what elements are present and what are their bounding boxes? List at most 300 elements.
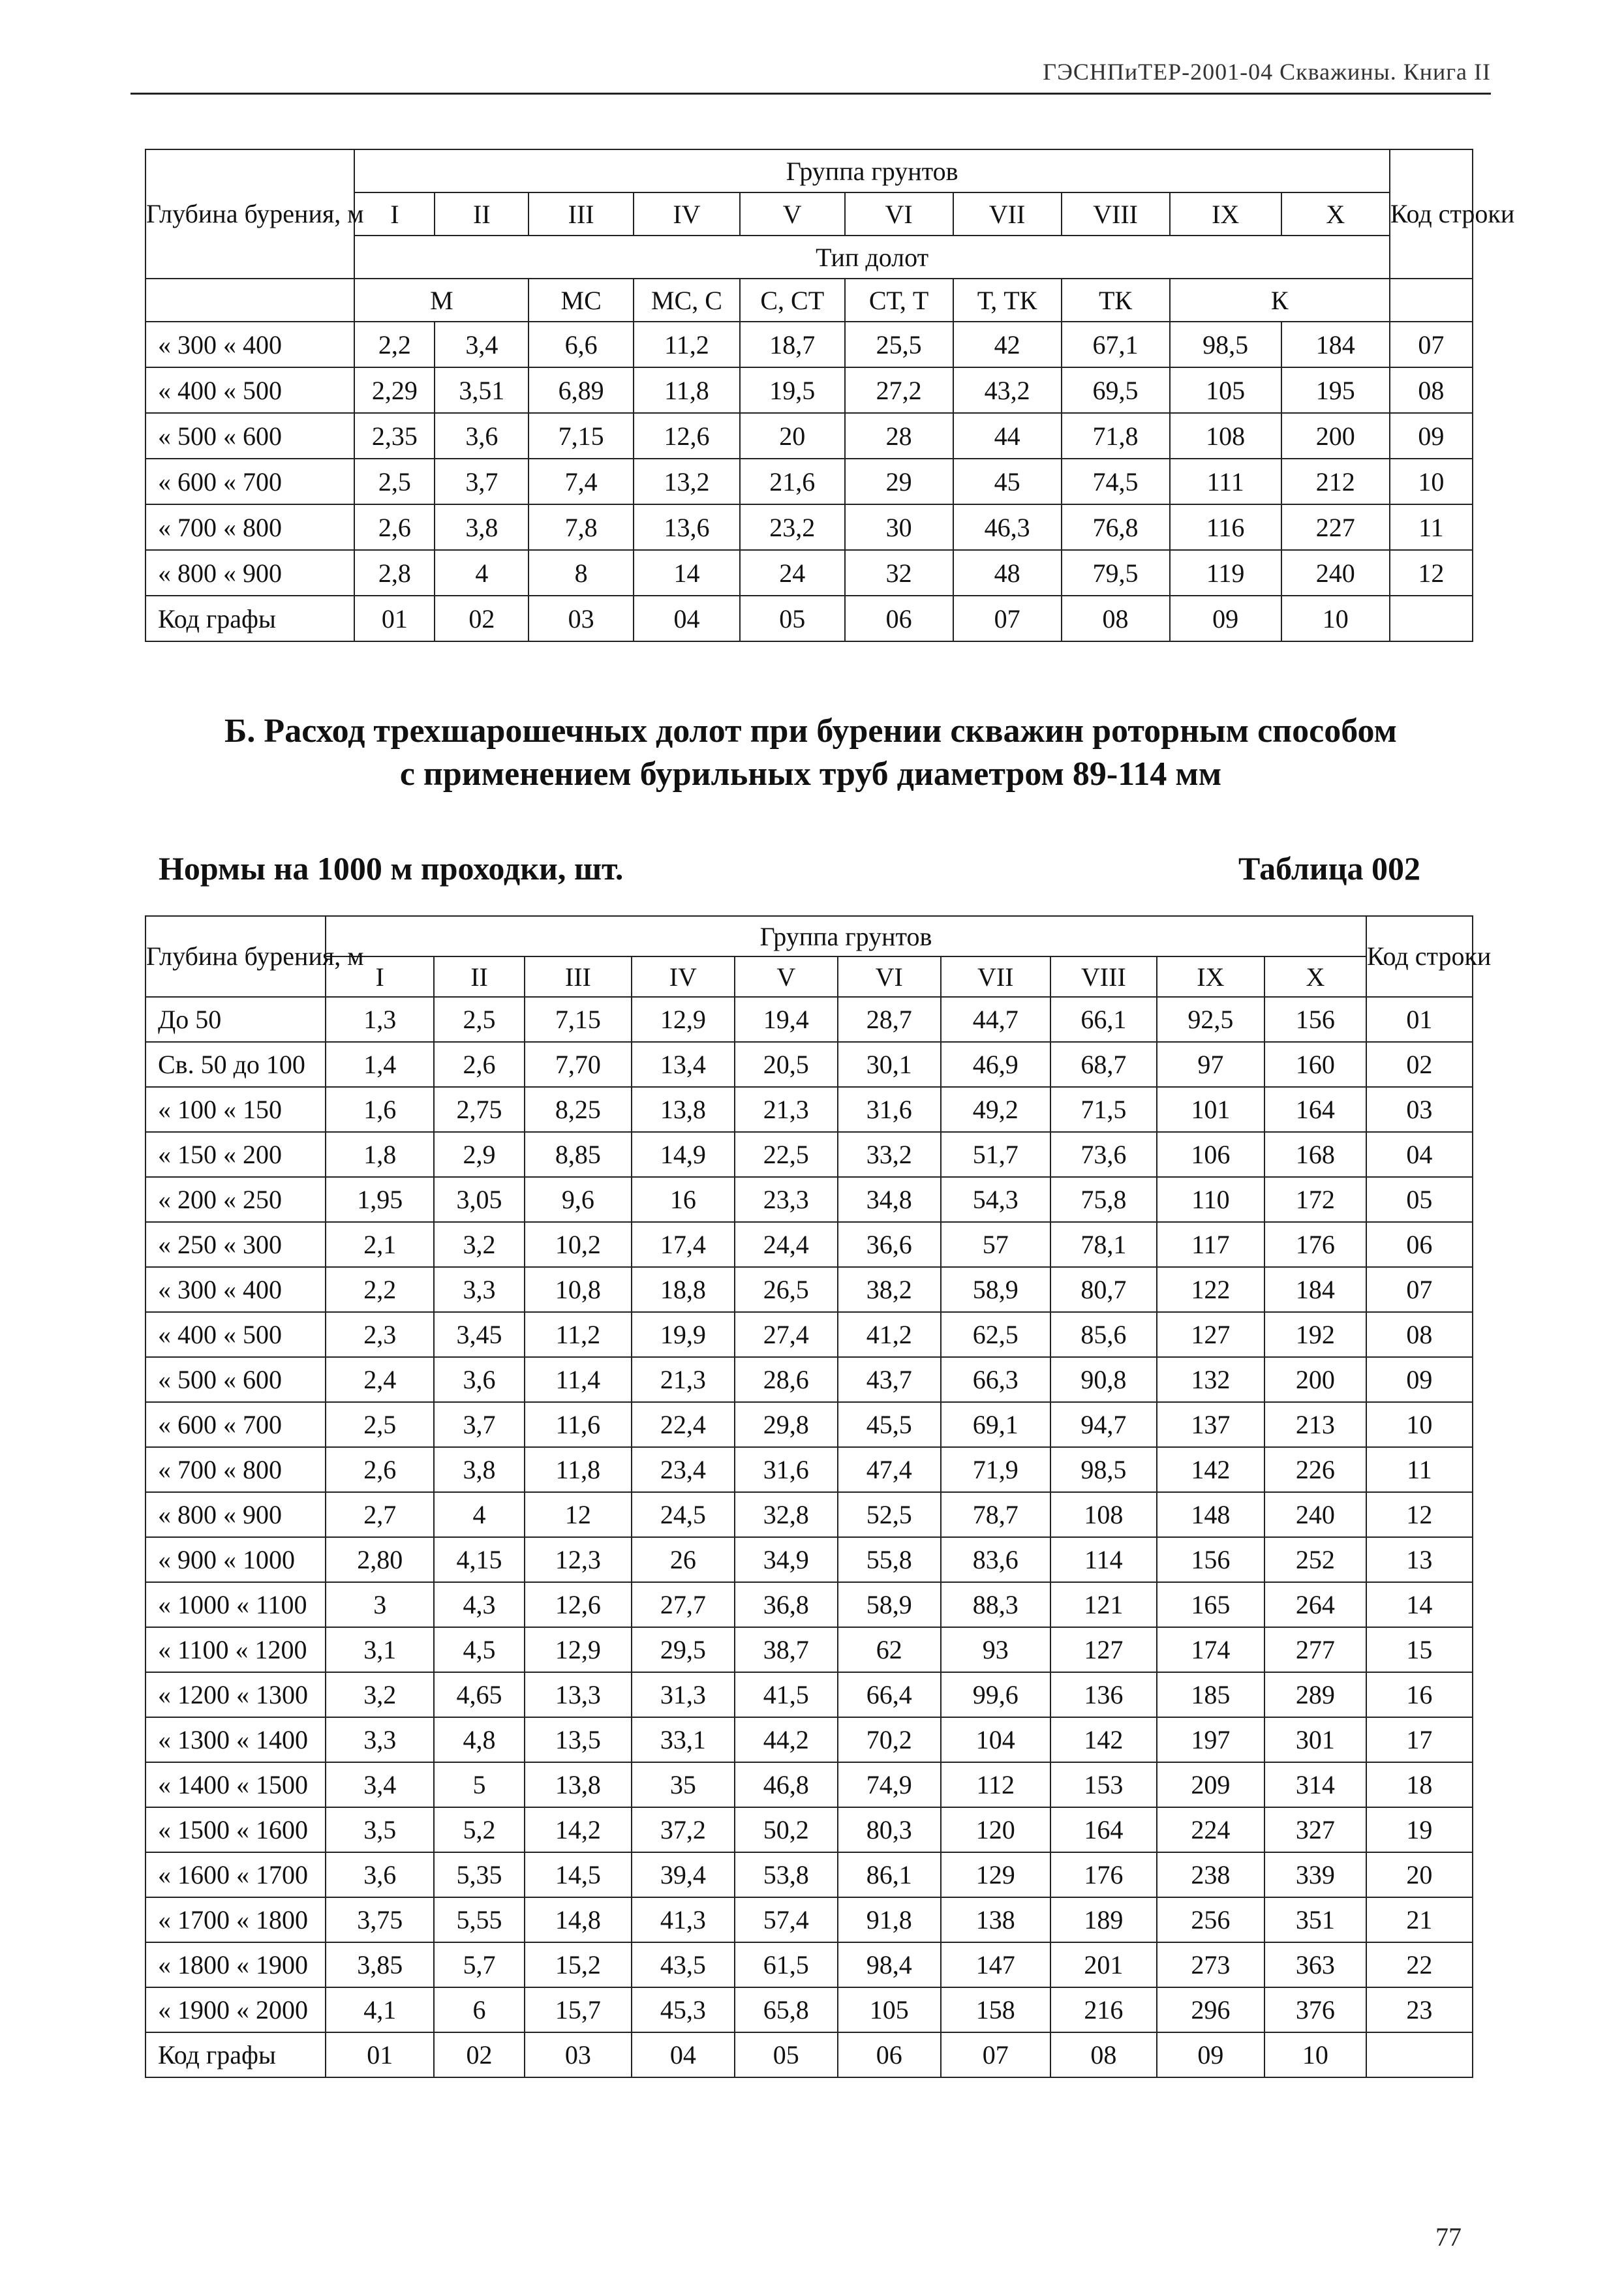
value-cell: 11,6	[525, 1402, 632, 1447]
value-cell: 108	[1050, 1492, 1157, 1537]
table2-header-row	[146, 916, 1473, 956]
table2-code-header: Код строки	[1366, 916, 1473, 997]
value-cell: 29,5	[632, 1627, 735, 1672]
table-row	[146, 1402, 1473, 1447]
depth-cell: « 200 « 250	[146, 1177, 326, 1222]
value-cell: 105	[838, 1987, 941, 2032]
value-cell: 33,2	[838, 1132, 941, 1177]
column-code-empty	[1390, 596, 1473, 641]
value-cell: 104	[941, 1717, 1050, 1762]
value-cell: 22,4	[632, 1402, 735, 1447]
value-cell: 110	[1157, 1177, 1264, 1222]
value-cell: 195	[1281, 367, 1390, 413]
value-cell: 75,8	[1050, 1177, 1157, 1222]
value-cell: 227	[1281, 504, 1390, 550]
value-cell: 30	[845, 504, 953, 550]
table-row	[146, 413, 1473, 459]
column-code-label: Код графы	[146, 596, 354, 641]
depth-cell: « 1600 « 1700	[146, 1852, 326, 1897]
value-cell: 3,1	[326, 1627, 434, 1672]
row-code-cell: 15	[1366, 1627, 1473, 1672]
value-cell: 25,5	[845, 322, 953, 367]
value-cell: 29	[845, 459, 953, 504]
table-row	[146, 1357, 1473, 1402]
depth-cell: « 300 « 400	[146, 1267, 326, 1312]
value-cell: 189	[1050, 1897, 1157, 1942]
value-cell: 4,3	[434, 1582, 525, 1627]
table-number-label: Таблица 002	[1238, 850, 1420, 887]
value-cell: 2,1	[326, 1222, 434, 1267]
value-cell: 45,3	[632, 1987, 735, 2032]
table1-group-cell: X	[1281, 192, 1390, 236]
value-cell: 86,1	[838, 1852, 941, 1897]
table1-group-header: Группа грунтов	[354, 149, 1389, 192]
table-row	[146, 1177, 1473, 1222]
value-cell: 13,2	[634, 459, 740, 504]
column-code-cell: 07	[941, 2032, 1050, 2077]
table-row	[146, 1267, 1473, 1312]
value-cell: 58,9	[941, 1267, 1050, 1312]
value-cell: 46,9	[941, 1042, 1050, 1087]
value-cell: 42	[953, 322, 1062, 367]
value-cell: 264	[1264, 1582, 1366, 1627]
value-cell: 1,4	[326, 1042, 434, 1087]
table-row	[146, 1987, 1473, 2032]
value-cell: 2,35	[354, 413, 435, 459]
value-cell: 212	[1281, 459, 1390, 504]
value-cell: 127	[1157, 1312, 1264, 1357]
value-cell: 15,2	[525, 1942, 632, 1987]
table1-group-cell: IX	[1170, 192, 1281, 236]
table-row	[146, 1942, 1473, 1987]
table1-group-cell: IV	[634, 192, 740, 236]
table1-code-header: Код строки	[1390, 149, 1473, 279]
value-cell: 132	[1157, 1357, 1264, 1402]
value-cell: 7,15	[529, 413, 634, 459]
value-cell: 147	[941, 1942, 1050, 1987]
value-cell: 3,4	[326, 1762, 434, 1807]
table1-bit-type-cell: СТ, Т	[845, 279, 953, 322]
value-cell: 339	[1264, 1852, 1366, 1897]
value-cell: 153	[1050, 1762, 1157, 1807]
value-cell: 19,9	[632, 1312, 735, 1357]
value-cell: 26	[632, 1537, 735, 1582]
row-code-cell: 11	[1366, 1447, 1473, 1492]
value-cell: 12,6	[525, 1582, 632, 1627]
value-cell: 2,7	[326, 1492, 434, 1537]
value-cell: 8,25	[525, 1087, 632, 1132]
value-cell: 117	[1157, 1222, 1264, 1267]
value-cell: 137	[1157, 1402, 1264, 1447]
value-cell: 13,5	[525, 1717, 632, 1762]
section-b-title	[130, 710, 1491, 796]
value-cell: 351	[1264, 1897, 1366, 1942]
value-cell: 45,5	[838, 1402, 941, 1447]
running-header-title: ГЭСНПиТЕР-2001-04 Скважины. Книга II	[1043, 59, 1491, 85]
column-code-cell: 07	[953, 596, 1062, 641]
value-cell: 31,6	[735, 1447, 838, 1492]
value-cell: 165	[1157, 1582, 1264, 1627]
value-cell: 201	[1050, 1942, 1157, 1987]
value-cell: 23,2	[740, 504, 845, 550]
table1-depth-header: Глубина бурения, м	[146, 149, 354, 279]
value-cell: 70,2	[838, 1717, 941, 1762]
value-cell: 66,1	[1050, 997, 1157, 1042]
value-cell: 14,2	[525, 1807, 632, 1852]
value-cell: 138	[941, 1897, 1050, 1942]
value-cell: 24,4	[735, 1222, 838, 1267]
value-cell: 58,9	[838, 1582, 941, 1627]
table-row	[146, 550, 1473, 596]
value-cell: 28,7	[838, 997, 941, 1042]
value-cell: 121	[1050, 1582, 1157, 1627]
value-cell: 142	[1050, 1717, 1157, 1762]
value-cell: 27,7	[632, 1582, 735, 1627]
table1-bit-type-cell: М	[354, 279, 529, 322]
table1-bit-type-code-empty	[1390, 279, 1473, 322]
value-cell: 80,7	[1050, 1267, 1157, 1312]
value-cell: 38,7	[735, 1627, 838, 1672]
value-cell: 71,5	[1050, 1087, 1157, 1132]
table-row	[146, 504, 1473, 550]
value-cell: 73,6	[1050, 1132, 1157, 1177]
value-cell: 114	[1050, 1537, 1157, 1582]
column-code-cell: 05	[740, 596, 845, 641]
table-002	[145, 915, 1492, 2078]
value-cell: 277	[1264, 1627, 1366, 1672]
value-cell: 142	[1157, 1447, 1264, 1492]
value-cell: 200	[1281, 413, 1390, 459]
value-cell: 3,05	[434, 1177, 525, 1222]
value-cell: 2,5	[434, 997, 525, 1042]
value-cell: 2,6	[434, 1042, 525, 1087]
value-cell: 4,5	[434, 1627, 525, 1672]
value-cell: 11,8	[525, 1447, 632, 1492]
value-cell: 3,4	[435, 322, 529, 367]
value-cell: 216	[1050, 1987, 1157, 2032]
table1-group-cell: II	[435, 192, 529, 236]
table2-group-cell: III	[525, 956, 632, 997]
value-cell: 5	[434, 1762, 525, 1807]
row-code-cell: 01	[1366, 997, 1473, 1042]
row-code-cell: 12	[1366, 1492, 1473, 1537]
value-cell: 43,2	[953, 367, 1062, 413]
column-code-cell: 10	[1281, 596, 1390, 641]
value-cell: 57,4	[735, 1897, 838, 1942]
value-cell: 116	[1170, 504, 1281, 550]
value-cell: 3,6	[435, 413, 529, 459]
column-code-cell: 02	[435, 596, 529, 641]
value-cell: 3,3	[326, 1717, 434, 1762]
value-cell: 176	[1050, 1852, 1157, 1897]
value-cell: 184	[1281, 322, 1390, 367]
depth-cell: « 1000 « 1100	[146, 1582, 326, 1627]
value-cell: 78,1	[1050, 1222, 1157, 1267]
value-cell: 327	[1264, 1807, 1366, 1852]
value-cell: 12,6	[634, 413, 740, 459]
value-cell: 17,4	[632, 1222, 735, 1267]
column-code-cell: 05	[735, 2032, 838, 2077]
column-code-cell: 09	[1170, 596, 1281, 641]
column-code-cell: 09	[1157, 2032, 1264, 2077]
value-cell: 13,3	[525, 1672, 632, 1717]
table-row	[146, 322, 1473, 367]
depth-cell: До 50	[146, 997, 326, 1042]
depth-cell: « 1400 « 1500	[146, 1762, 326, 1807]
value-cell: 13,4	[632, 1042, 735, 1087]
table-row	[146, 1852, 1473, 1897]
table2-header	[146, 916, 1492, 997]
value-cell: 168	[1264, 1132, 1366, 1177]
depth-cell: « 500 « 600	[146, 1357, 326, 1402]
value-cell: 296	[1157, 1987, 1264, 2032]
table2-group-cell: IV	[632, 956, 735, 997]
value-cell: 160	[1264, 1042, 1366, 1087]
value-cell: 48	[953, 550, 1062, 596]
value-cell: 3,5	[326, 1807, 434, 1852]
table-row	[146, 1447, 1473, 1492]
value-cell: 69,1	[941, 1402, 1050, 1447]
table-row	[146, 1672, 1473, 1717]
table-row	[146, 1222, 1473, 1267]
value-cell: 19,5	[740, 367, 845, 413]
table2-group-cell: VI	[838, 956, 941, 997]
value-cell: 301	[1264, 1717, 1366, 1762]
row-code-cell: 22	[1366, 1942, 1473, 1987]
value-cell: 156	[1157, 1537, 1264, 1582]
value-cell: 11,2	[634, 322, 740, 367]
row-code-cell: 05	[1366, 1177, 1473, 1222]
value-cell: 71,8	[1062, 413, 1170, 459]
value-cell: 11,8	[634, 367, 740, 413]
depth-cell: « 300 « 400	[146, 322, 354, 367]
row-code-cell: 09	[1390, 413, 1473, 459]
value-cell: 108	[1170, 413, 1281, 459]
value-cell: 71,9	[941, 1447, 1050, 1492]
table-row	[146, 1717, 1473, 1762]
section-b-title-line2: с применением бурильных труб диаметром 89-114 мм	[399, 756, 1222, 793]
value-cell: 49,2	[941, 1087, 1050, 1132]
value-cell: 20	[740, 413, 845, 459]
value-cell: 2,6	[354, 504, 435, 550]
value-cell: 209	[1157, 1762, 1264, 1807]
value-cell: 43,5	[632, 1942, 735, 1987]
row-code-cell: 21	[1366, 1897, 1473, 1942]
row-code-cell: 13	[1366, 1537, 1473, 1582]
value-cell: 54,3	[941, 1177, 1050, 1222]
column-code-cell: 01	[354, 596, 435, 641]
value-cell: 192	[1264, 1312, 1366, 1357]
value-cell: 69,5	[1062, 367, 1170, 413]
row-code-cell: 20	[1366, 1852, 1473, 1897]
value-cell: 2,8	[354, 550, 435, 596]
column-code-cell: 06	[845, 596, 953, 641]
value-cell: 41,5	[735, 1672, 838, 1717]
value-cell: 2,5	[326, 1402, 434, 1447]
column-code-cell: 10	[1264, 2032, 1366, 2077]
column-code-cell: 02	[434, 2032, 525, 2077]
value-cell: 65,8	[735, 1987, 838, 2032]
table2-depth-header: Глубина бурения, м	[146, 916, 326, 997]
value-cell: 98,5	[1050, 1447, 1157, 1492]
depth-cell: « 900 « 1000	[146, 1537, 326, 1582]
value-cell: 2,2	[354, 322, 435, 367]
value-cell: 4,8	[434, 1717, 525, 1762]
value-cell: 37,2	[632, 1807, 735, 1852]
value-cell: 30,1	[838, 1042, 941, 1087]
column-code-cell: 04	[632, 2032, 735, 2077]
table1-body	[146, 149, 1515, 322]
depth-cell: « 700 « 800	[146, 504, 354, 550]
value-cell: 10,8	[525, 1267, 632, 1312]
depth-cell: Св. 50 до 100	[146, 1042, 326, 1087]
depth-cell: « 250 « 300	[146, 1222, 326, 1267]
value-cell: 29,8	[735, 1402, 838, 1447]
value-cell: 105	[1170, 367, 1281, 413]
value-cell: 14	[634, 550, 740, 596]
value-cell: 21,3	[632, 1357, 735, 1402]
row-code-cell: 18	[1366, 1762, 1473, 1807]
table1-bit-type-cell: МС, С	[634, 279, 740, 322]
table2-group-cell: VIII	[1050, 956, 1157, 997]
table1-bit-type-cell: Т, ТК	[953, 279, 1062, 322]
value-cell: 8,85	[525, 1132, 632, 1177]
value-cell: 252	[1264, 1537, 1366, 1582]
value-cell: 20,5	[735, 1042, 838, 1087]
value-cell: 2,2	[326, 1267, 434, 1312]
value-cell: 66,3	[941, 1357, 1050, 1402]
value-cell: 44,7	[941, 997, 1050, 1042]
value-cell: 50,2	[735, 1807, 838, 1852]
depth-cell: « 1200 « 1300	[146, 1672, 326, 1717]
value-cell: 122	[1157, 1267, 1264, 1312]
value-cell: 88,3	[941, 1582, 1050, 1627]
value-cell: 5,55	[434, 1897, 525, 1942]
table-row	[146, 1537, 1473, 1582]
value-cell: 12,3	[525, 1537, 632, 1582]
value-cell: 99,6	[941, 1672, 1050, 1717]
value-cell: 92,5	[1157, 997, 1264, 1042]
value-cell: 38,2	[838, 1267, 941, 1312]
value-cell: 46,8	[735, 1762, 838, 1807]
value-cell: 12,9	[525, 1627, 632, 1672]
depth-cell: « 700 « 800	[146, 1447, 326, 1492]
value-cell: 27,4	[735, 1312, 838, 1357]
value-cell: 7,15	[525, 997, 632, 1042]
running-header	[130, 51, 1491, 95]
value-cell: 44	[953, 413, 1062, 459]
value-cell: 3,45	[434, 1312, 525, 1357]
table2-group-cell: X	[1264, 956, 1366, 997]
row-code-cell: 03	[1366, 1087, 1473, 1132]
value-cell: 3,3	[434, 1267, 525, 1312]
value-cell: 35	[632, 1762, 735, 1807]
row-code-cell: 09	[1366, 1357, 1473, 1402]
value-cell: 52,5	[838, 1492, 941, 1537]
value-cell: 256	[1157, 1897, 1264, 1942]
value-cell: 174	[1157, 1627, 1264, 1672]
table1-bit-type-header: Тип долот	[354, 236, 1389, 279]
value-cell: 112	[941, 1762, 1050, 1807]
value-cell: 111	[1170, 459, 1281, 504]
value-cell: 47,4	[838, 1447, 941, 1492]
value-cell: 46,3	[953, 504, 1062, 550]
value-cell: 1,8	[326, 1132, 434, 1177]
value-cell: 14,9	[632, 1132, 735, 1177]
value-cell: 21,3	[735, 1087, 838, 1132]
value-cell: 120	[941, 1807, 1050, 1852]
table1-group-cell: VI	[845, 192, 953, 236]
depth-cell: « 100 « 150	[146, 1087, 326, 1132]
value-cell: 15,7	[525, 1987, 632, 2032]
row-code-cell: 14	[1366, 1582, 1473, 1627]
value-cell: 9,6	[525, 1177, 632, 1222]
depth-cell: « 400 « 500	[146, 367, 354, 413]
value-cell: 164	[1264, 1087, 1366, 1132]
value-cell: 32,8	[735, 1492, 838, 1537]
table-row	[146, 1132, 1473, 1177]
value-cell: 6,6	[529, 322, 634, 367]
value-cell: 2,5	[354, 459, 435, 504]
value-cell: 3,8	[435, 504, 529, 550]
column-code-cell: 03	[525, 2032, 632, 2077]
value-cell: 66,4	[838, 1672, 941, 1717]
value-cell: 3,2	[434, 1222, 525, 1267]
value-cell: 6	[434, 1987, 525, 2032]
column-code-label: Код графы	[146, 2032, 326, 2077]
row-code-cell: 10	[1390, 459, 1473, 504]
value-cell: 12	[525, 1492, 632, 1537]
value-cell: 4,15	[434, 1537, 525, 1582]
value-cell: 184	[1264, 1267, 1366, 1312]
value-cell: 36,8	[735, 1582, 838, 1627]
table1-bit-type-cell: С, СТ	[740, 279, 845, 322]
table2-group-cell: V	[735, 956, 838, 997]
row-code-cell: 06	[1366, 1222, 1473, 1267]
depth-cell: « 150 « 200	[146, 1132, 326, 1177]
value-cell: 8	[529, 550, 634, 596]
value-cell: 3,51	[435, 367, 529, 413]
table2-group-cell: IX	[1157, 956, 1264, 997]
value-cell: 197	[1157, 1717, 1264, 1762]
value-cell: 98,4	[838, 1942, 941, 1987]
value-cell: 24	[740, 550, 845, 596]
value-cell: 3,75	[326, 1897, 434, 1942]
value-cell: 41,2	[838, 1312, 941, 1357]
row-code-cell: 16	[1366, 1672, 1473, 1717]
value-cell: 13,8	[632, 1087, 735, 1132]
value-cell: 289	[1264, 1672, 1366, 1717]
value-cell: 176	[1264, 1222, 1366, 1267]
value-cell: 36,6	[838, 1222, 941, 1267]
table-row	[146, 1312, 1473, 1357]
value-cell: 226	[1264, 1447, 1366, 1492]
value-cell: 28,6	[735, 1357, 838, 1402]
value-cell: 2,75	[434, 1087, 525, 1132]
value-cell: 3,7	[434, 1402, 525, 1447]
table1-group-cell: V	[740, 192, 845, 236]
value-cell: 11,2	[525, 1312, 632, 1357]
table-001-continuation	[145, 149, 1515, 642]
row-code-cell: 11	[1390, 504, 1473, 550]
value-cell: 136	[1050, 1672, 1157, 1717]
value-cell: 376	[1264, 1987, 1366, 2032]
value-cell: 11,4	[525, 1357, 632, 1402]
value-cell: 4,1	[326, 1987, 434, 2032]
value-cell: 67,1	[1062, 322, 1170, 367]
depth-cell: « 1700 « 1800	[146, 1897, 326, 1942]
value-cell: 363	[1264, 1942, 1366, 1987]
